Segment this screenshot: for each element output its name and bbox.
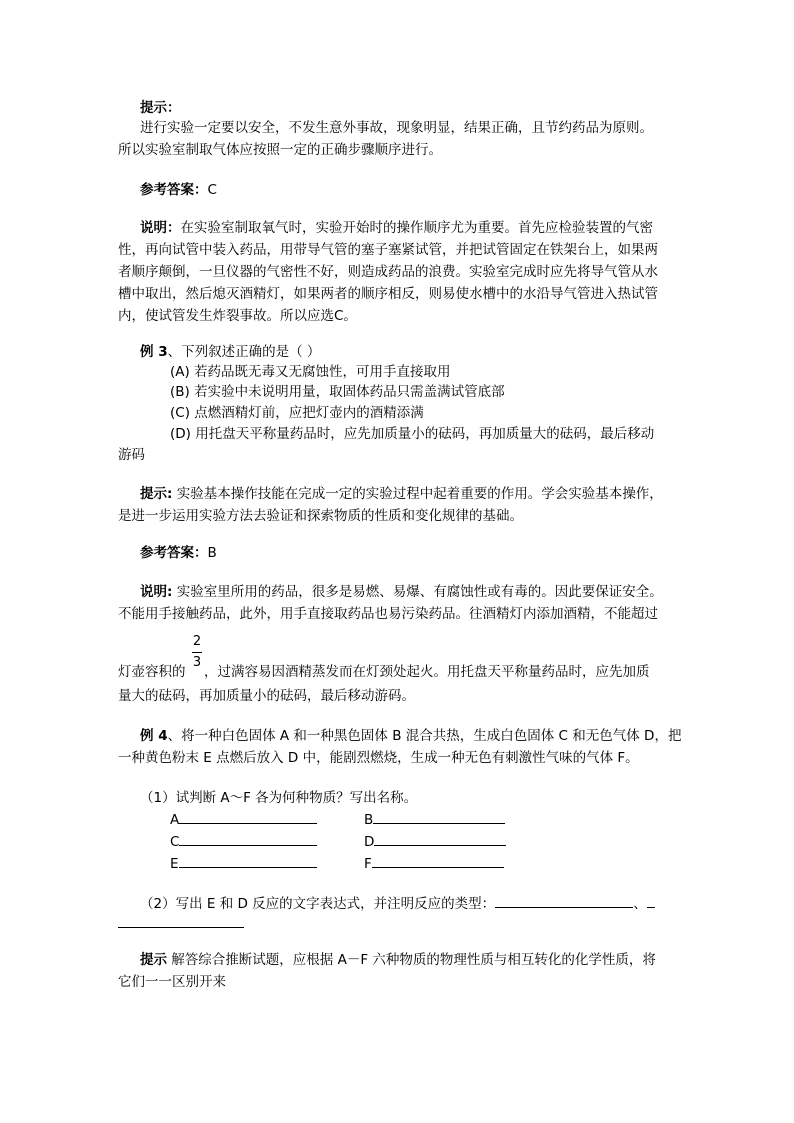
answer-value: C (207, 182, 217, 198)
blank-label: E (170, 856, 179, 872)
hint-text: 解答综合推断试题，应根据 A－F 六种物质的物理性质与相互转化的化学性质，将 (171, 952, 656, 968)
hint-label: 提示： (140, 100, 181, 116)
hint-text: 是进一步运用实验方法去验证和探索物质的性质和变化规律的基础。 (118, 508, 523, 524)
example-label: 例 3 (140, 344, 168, 360)
blank-line[interactable] (118, 912, 244, 928)
answer-label: 参考答案： (140, 182, 208, 198)
hint-text: 它们一一区别开来 (118, 974, 226, 990)
blank-line[interactable] (374, 830, 506, 846)
explanation-text: ，过满容易因酒精蒸发而在灯颈处起火。用托盘天平称量药品时，应先加质 (204, 664, 650, 680)
blank-label: A (170, 812, 180, 828)
example-3-stem (140, 342, 320, 362)
explanation-text: 性，再向试管中装入药品，用带导气管的塞子塞紧试管，并把试管固定在铁架台上，如果两 (118, 242, 658, 258)
blank-label: B (364, 812, 374, 828)
option-b: (B) 若实验中未说明用量，取固体药品只需盖满试管底部 (170, 384, 505, 400)
blank-label: C (170, 834, 180, 850)
answer-line (140, 180, 217, 200)
answer-blank-c[interactable] (170, 830, 317, 852)
explanation-text: 实验室里所用的药品，很多是易燃、易爆、有腐蚀性或有毒的。因此要保证安全。 (176, 584, 663, 600)
question-2 (140, 892, 655, 914)
fraction-numerator: 2 (192, 634, 202, 649)
explanation-text: 者顺序颠倒，一旦仪器的气密性不好，则造成药品的浪费。实验室完成时应先将导气管从水 (118, 264, 658, 280)
blank-label: D (364, 834, 375, 850)
hint-line (140, 950, 656, 970)
hint-text: 实验基本操作技能在完成一定的实验过程中起着重要的作用。学会实验基本操作， (176, 486, 663, 502)
explanation-label: 说明： (140, 220, 181, 236)
answer-line (140, 543, 217, 563)
blank-line[interactable] (179, 852, 317, 868)
explanation-text: 不能用手接触药品，此外，用手直接取药品也易污染药品。往酒精灯内添加酒精，不能超过 (118, 606, 658, 622)
explanation-text: 内，使试管发生炸裂事故。所以应选C。 (118, 308, 357, 324)
hint-line (140, 484, 663, 504)
example-label: 例 4 (140, 728, 168, 744)
explanation-label: 说明: (140, 584, 173, 600)
answer-blank-a[interactable] (170, 808, 317, 830)
option-c: (C) 点燃酒精灯前，应把灯壶内的酒精添满 (170, 405, 424, 421)
answer-blank-e[interactable] (170, 852, 317, 874)
option-d: 游码 (118, 447, 145, 463)
answer-label: 参考答案： (140, 545, 208, 561)
explanation-text: 量大的砝码，再加质量小的砝码，最后移动游码。 (118, 688, 415, 704)
answer-blank-d[interactable] (364, 830, 506, 852)
hint-label: 提示: (140, 486, 173, 502)
example-stem: 、下列叙述正确的是（ ） (167, 344, 321, 360)
explanation-line (140, 582, 663, 602)
hint-text: 所以实验室制取气体应按照一定的正确步骤顺序进行。 (118, 142, 442, 158)
example-stem: 一种黄色粉末 E 点燃后放入 D 中，能剧烈燃烧，生成一种无色有刺激性气味的气体 F。 (118, 750, 639, 766)
example-4-stem (140, 726, 681, 746)
hint-text: 进行实验一定要以安全，不发生意外事故，现象明显，结果正确，且节约药品为原则。 (140, 120, 653, 136)
blank-label: F (364, 856, 372, 872)
question-text: （2）写出 E 和 D 反应的文字表达式，并注明反应的类型： (140, 896, 496, 912)
option-d: (D) 用托盘天平称量药品时，应先加质量小的砝码，再加质量大的砝码，最后移动 (170, 426, 655, 442)
question-2-continuation[interactable] (118, 912, 244, 934)
blank-line[interactable] (647, 892, 655, 908)
separator: 、 (633, 896, 647, 912)
blank-line[interactable] (179, 808, 317, 824)
answer-blank-f[interactable] (364, 852, 504, 874)
blank-line[interactable] (495, 892, 633, 908)
explanation-text: 灯壶容积的 (118, 664, 186, 680)
option-a: (A) 若药品既无毒又无腐蚀性，可用手直接取用 (170, 364, 451, 380)
blank-line[interactable] (179, 830, 317, 846)
explanation-text: 在实验室制取氧气时，实验开始时的操作顺序尤为重要。首先应检验装置的气密 (180, 220, 653, 236)
explanation-text: 槽中取出，然后熄灭酒精灯，如果两者的顺序相反，则易使水槽中的水沿导气管进入热试管 (118, 286, 658, 302)
example-stem: 、将一种白色固体 A 和一种黑色固体 B 混合共热，生成白色固体 C 和无色气体 D，把 (167, 728, 682, 744)
explanation-line (140, 218, 653, 238)
hint-label: 提示 (140, 952, 167, 968)
question-1: （1）试判断 A～F 各为何种物质？写出名称。 (140, 790, 418, 806)
fraction-bar (192, 652, 202, 653)
blank-line[interactable] (373, 808, 505, 824)
fraction-denominator: 3 (192, 655, 202, 670)
blank-line[interactable] (372, 852, 504, 868)
answer-value: B (207, 545, 217, 561)
answer-blank-b[interactable] (364, 808, 505, 830)
